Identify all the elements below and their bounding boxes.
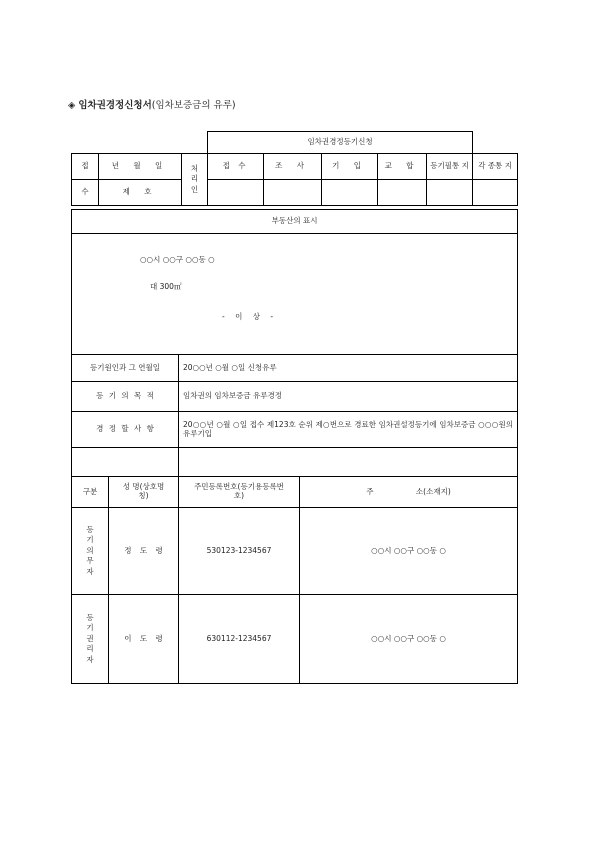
purpose-label: 등 기 의 목 적 (72, 382, 179, 412)
reception-label-top: 접 (72, 154, 99, 180)
obligee-id: 630112-1234567 (179, 595, 300, 684)
table-row (72, 508, 518, 595)
cause-label: 등기원인과 그 연월일 (72, 355, 179, 382)
document-title: 임차권경정신청서 (78, 100, 152, 111)
obligor-kind: 등기의무자 (72, 508, 109, 595)
col-entry: 기 입 (322, 154, 378, 180)
processing-label: 처리인 (182, 154, 208, 206)
col-inspection: 조 사 (264, 154, 322, 180)
cell-collation (378, 180, 427, 206)
address-header: 주 소(소재지) (300, 477, 518, 508)
diamond-marker-icon: ◈ (68, 100, 76, 111)
correction-label: 경 정 할 사 항 (72, 412, 179, 448)
col-collation: 교 합 (378, 154, 427, 180)
cell-registration-notice (427, 180, 473, 206)
receipt-table (71, 131, 518, 206)
obligee-address: ○○시 ○○구 ○○동 ○ (300, 595, 518, 684)
property-description (72, 234, 518, 355)
empty-label-cell (72, 448, 179, 477)
cell-reception (208, 180, 264, 206)
document-subtitle: (임차보증금의 유루) (151, 100, 236, 111)
col-various-notice: 각 종통 지 (473, 154, 518, 180)
page-heading (68, 97, 236, 111)
table-row (72, 595, 518, 684)
number-label: 제 호 (99, 180, 182, 206)
obligor-id: 530123-1234567 (179, 508, 300, 595)
property-area: 대 300㎡ (150, 282, 182, 291)
col-reception: 접 수 (208, 154, 264, 180)
application-table (71, 209, 518, 684)
receipt-title: 임차권경정등기신청 (208, 132, 473, 154)
date-label: 년 월 일 (99, 154, 182, 180)
purpose-value: 임차권의 임차보증금 유루경정 (179, 382, 518, 412)
obligor-address: ○○시 ○○구 ○○동 ○ (300, 508, 518, 595)
property-address: ○○시 ○○구 ○○동 ○ (140, 255, 215, 264)
obligee-kind: 등기권리자 (72, 595, 109, 684)
obligee-name: 이 도 령 (109, 595, 179, 684)
cell-various-notice (473, 180, 518, 206)
obligor-name: 정 도 령 (109, 508, 179, 595)
property-header: 부동산의 표시 (72, 210, 518, 234)
empty-value-cell (179, 448, 518, 477)
col-registration-notice: 등기필통 지 (427, 154, 473, 180)
reception-label-bottom: 수 (72, 180, 99, 206)
cell-entry (322, 180, 378, 206)
correction-value: 20○○년 ○월 ○일 접수 제123호 순위 제○번으로 경료한 임차권설정등기에 임차보증금 ○○○원의 유루기입 (179, 412, 518, 448)
cause-value: 20○○년 ○월 ○일 신청유루 (179, 355, 518, 382)
id-header: 주민등록번호(등기용등록번호) (179, 477, 300, 508)
cell-inspection (264, 180, 322, 206)
kind-header: 구분 (72, 477, 109, 508)
name-header: 성 명(상호명칭) (109, 477, 179, 508)
property-end-mark: - 이 상 - (222, 312, 274, 321)
